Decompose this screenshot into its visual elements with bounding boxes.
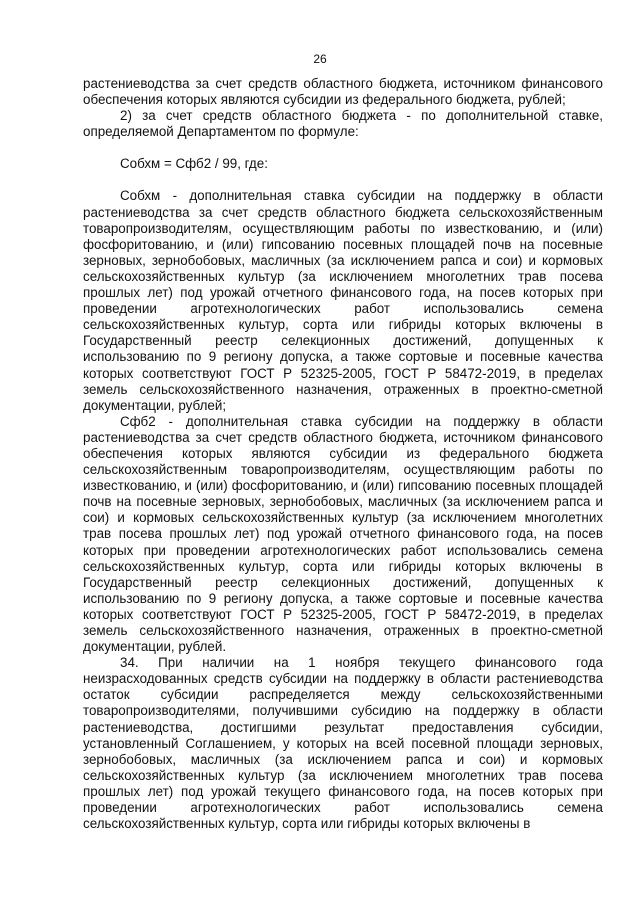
paragraph-item-2: 2) за счет средств областного бюджета - по дополнительной ставке, определяемой Департаментом по формуле: (83, 108, 603, 140)
definition-sfb2: Сфб2 - дополнительная ставка субсидии на поддержку в области растениеводства за счет средств областного бюджета, источником финансового обеспечения которых являются субсидии из федерального бюджета сельскохозяйственным товаропроизводителям, осуществляющим работы по известкованию, и (или) фосфоритованию, и (или) гипсованию посевных площадей почв на посевные зерновых, зернобобовых, масличных (за исключением рапса и сои) и кормовых сельскохозяйственных культур (за исключением многолетних трав посева прошлых лет) под урожай отчетного финансового года, на посев которых при проведении агротехнологических работ использовались семена сельскохозяйственных культур, сорта или гибриды которых включены в Государственный реестр селекционных достижений, допущенных к использованию по 9 региону допуска, а также сортовые и посевные качества которых соответствуют ГОСТ Р 52325-2005, ГОСТ Р 58472-2019, в пределах земель сельскохозяйственного назначения, отраженных в проектно-сметной документации, рублей. (83, 413, 603, 655)
paragraph-item-34: 34. При наличии на 1 ноября текущего финансового года неизрасходованных средств субсидии на поддержку в области растениеводства остаток субсидии распределяется между сельскохозяйственными товаропроизводителями, получившими субсидию на поддержку в области растениеводства, достигшими результат предоставления субсидии, установленный Соглашением, у которых на всей посевной площади зерновых, зернобобовых, масличных (за исключением рапса и сои) и кормовых сельскохозяйственных культур (за исключением многолетних трав посева прошлых лет) под урожай текущего финансового года, на посев которых при проведении агротехнологических работ использовались семена сельскохозяйственных культур, сорта или гибриды которых включены в (83, 655, 603, 832)
formula-line: Собхм = Сфб2 / 99, где: (120, 156, 268, 172)
definition-sobhm: Собхм - дополнительная ставка субсидии на поддержку в области растениеводства за счет средств областного бюджета сельскохозяйственным товаропроизводителям, осуществляющим работы по известкованию, и (или) фосфоритованию, и (или) гипсованию посевных площадей почв на посевные зерновых, зернобобовых, масличных (за исключением рапса и сои) и кормовых сельскохозяйственных культур (за исключением многолетних трав посева прошлых лет) под урожай отчетного финансового года, на посев которых при проведении агротехнологических работ использовались семена сельскохозяйственных культур, сорта или гибриды которых включены в Государственный реестр селекционных достижений, допущенных к использованию по 9 региону допуска, а также сортовые и посевные качества которых соответствуют ГОСТ Р 52325-2005, ГОСТ Р 58472-2019, в пределах земель сельскохозяйственного назначения, отраженных в проектно-сметной документации, рублей; (83, 188, 603, 413)
paragraph-continuation: растениеводства за счет средств областного бюджета, источником финансового обеспечения которых являются субсидии из федерального бюджета, рублей; (83, 76, 603, 108)
document-body (83, 76, 603, 832)
page-number: 26 (313, 52, 327, 66)
